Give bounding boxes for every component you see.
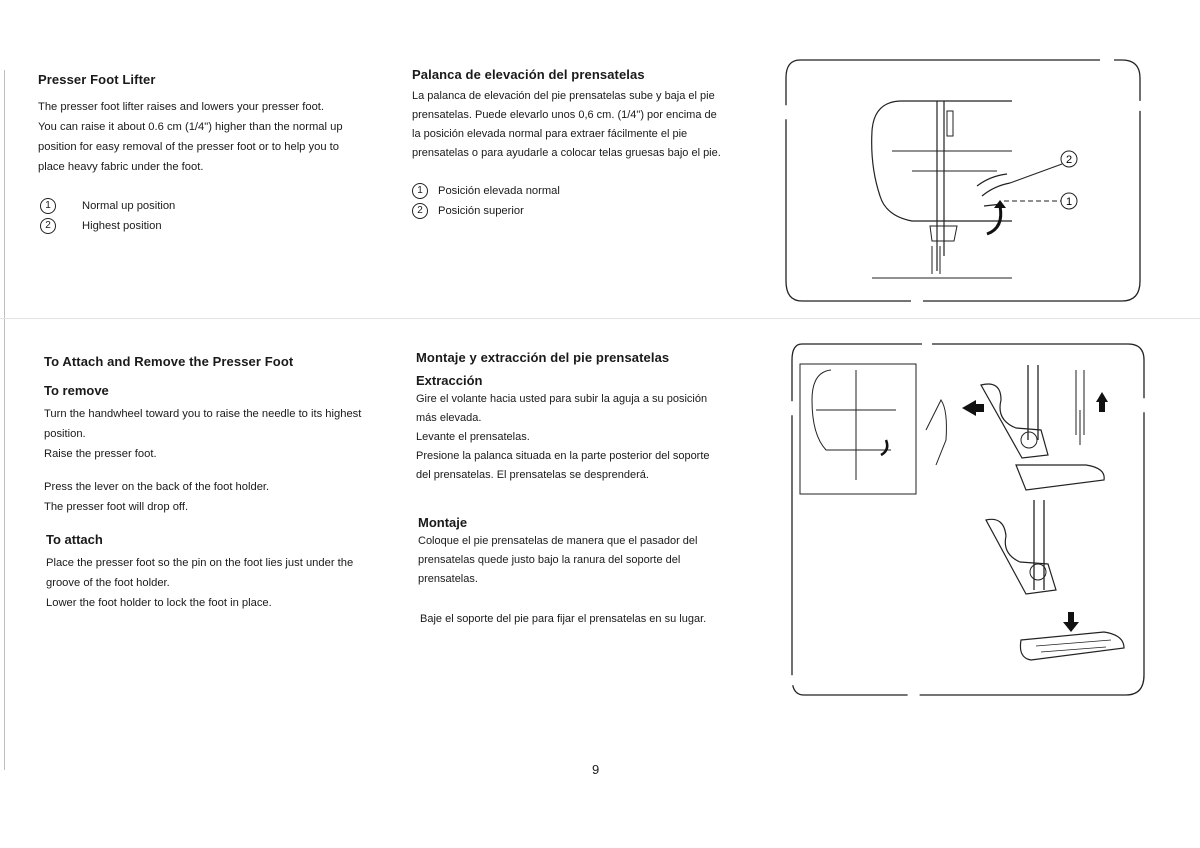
press-text-en	[44, 477, 404, 517]
remove-heading-es: Extracción	[416, 373, 483, 388]
list-item	[40, 196, 175, 216]
attach-illustration	[786, 340, 1148, 700]
text-line: prensatelas quede justo bajo la ranura del soporte del	[418, 554, 681, 566]
text-line: Raise the presser foot.	[44, 448, 157, 460]
text-line: La palanca de elevación del pie prensatelas sube y baja el pie	[412, 90, 715, 102]
lifter-heading-en: Presser Foot Lifter	[38, 72, 156, 87]
text-line: position for easy removal of the presser foot or to help you to	[38, 141, 339, 153]
attach-heading-es: Montaje y extracción del pie prensatelas	[416, 350, 670, 365]
attach-text-es	[418, 532, 783, 589]
text-line: position.	[44, 428, 86, 440]
circled-number: 1	[40, 198, 56, 214]
text-line: place heavy fabric under the foot.	[38, 161, 204, 173]
text-line: The presser foot lifter raises and lowers your presser foot.	[38, 101, 325, 113]
text-line: prensatelas. Puede elevarlo unos 0,6 cm. (1/4") por encima de	[412, 109, 717, 121]
page-number: 9	[592, 762, 600, 777]
list-item	[412, 181, 560, 201]
attach-subheading-es: Montaje	[418, 515, 468, 530]
attach-heading-en: To Attach and Remove the Presser Foot	[44, 354, 294, 369]
item-label: Highest position	[82, 220, 162, 232]
lifter-body-en	[38, 97, 398, 177]
lifter-illustration	[782, 56, 1144, 306]
text-line: You can raise it about 0.6 cm (1/4") higher than the normal up	[38, 121, 343, 133]
text-line: Lower the foot holder to lock the foot in place.	[46, 597, 272, 609]
text-line: Gire el volante hacia usted para subir la aguja a su posición	[416, 393, 708, 405]
remove-text-es	[416, 390, 781, 485]
item-label: Posición superior	[438, 205, 524, 217]
text-line: Turn the handwheel toward you to raise the needle to its highest	[44, 408, 362, 420]
list-item	[412, 201, 560, 221]
list-item	[40, 216, 175, 236]
text-line: Press the lever on the back of the foot holder.	[44, 481, 270, 493]
page-edge-line	[4, 70, 5, 770]
section-divider	[0, 318, 1200, 319]
text-line: Presione la palanca situada en la parte posterior del soporte	[416, 450, 710, 462]
lifter-body-es	[412, 87, 782, 163]
attach-subheading-en: To attach	[46, 532, 103, 547]
lifter-heading-es: Palanca de elevación del prensatelas	[412, 67, 645, 82]
text-line: prensatelas o para ayudarle a colocar telas gruesas bajo el pie.	[412, 147, 721, 159]
attach-text-en	[46, 553, 406, 613]
lower-text-es: Baje el soporte del pie para fijar el prensatelas en su lugar.	[420, 613, 707, 625]
text-line: Levante el prensatelas.	[416, 431, 530, 443]
text-line: del prensatelas. El prensatelas se desprenderá.	[416, 469, 649, 481]
text-line: más elevada.	[416, 412, 482, 424]
item-label: Posición elevada normal	[438, 185, 560, 197]
text-line: la posición elevada normal para extraer fácilmente el pie	[412, 128, 688, 140]
text-line: Place the presser foot so the pin on the foot lies just under the	[46, 557, 354, 569]
callout-1: 1	[1065, 196, 1073, 208]
text-line: The presser foot will drop off.	[44, 501, 189, 513]
item-label: Normal up position	[82, 200, 176, 212]
circled-number: 1	[412, 183, 428, 199]
circled-number: 2	[40, 218, 56, 234]
lifter-items-en	[40, 196, 175, 236]
lifter-items-es	[412, 181, 560, 221]
circled-number: 2	[412, 203, 428, 219]
text-line: prensatelas.	[418, 573, 478, 585]
text-line: Coloque el pie prensatelas de manera que el pasador del	[418, 535, 698, 547]
remove-text-en	[44, 404, 404, 464]
callout-2: 2	[1065, 154, 1073, 166]
remove-heading-en: To remove	[44, 383, 109, 398]
text-line: groove of the foot holder.	[46, 577, 170, 589]
